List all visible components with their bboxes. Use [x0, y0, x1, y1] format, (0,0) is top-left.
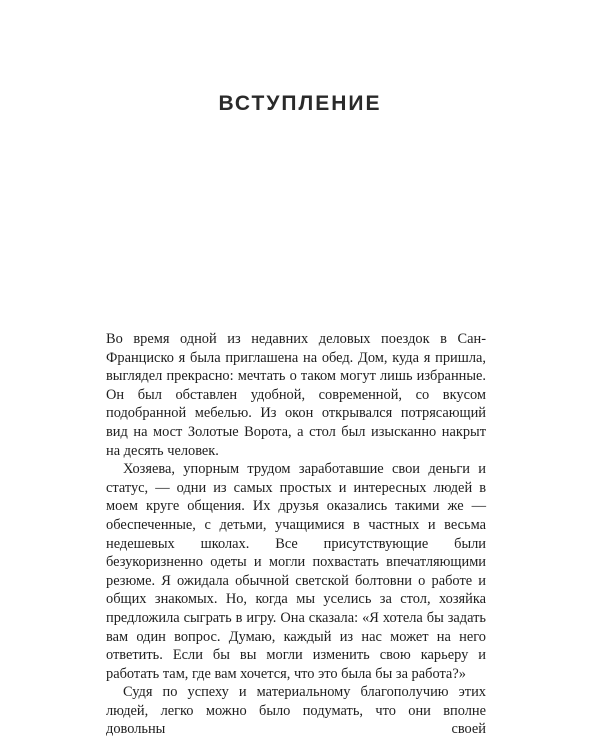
- chapter-title: ВСТУПЛЕНИЕ: [218, 92, 382, 115]
- paragraph-1: Во время одной из недавних деловых поездок в Сан-Франциско я была приглашена на обед. Дом, куда я пришла, выглядел прекрасно: мечтать о таком могут лишь избранные. Он был обставлен удобной, современной, со вкусом подобранной мебелью. Из окон открывался потрясающий вид на мост Золотые Ворота, а стол был изысканно накрыт на десять человек.: [106, 331, 486, 459]
- paragraph-2: Хозяева, упорным трудом заработавшие свои деньги и статус, — одни из самых простых и интересных людей в моем круге общения. Их друзья оказались такими же — обеспеченные, с детьми, учащимися в частных и весьма недешевых школах. Все присутствующие были безукоризненно одеты и могли похвастать впечатляющими резюме. Я ожидала обычной светской болтовни о работе и общих знакомых. Но, когда мы уселись за стол, хозяйка предложила сыграть в игру. Она сказала: «Я хотела бы задать вам один вопрос. Думаю, каждый из нас может на него ответить. Если бы вы могли изменить свою карьеру и работать там, где вам хочется, что это была бы за работа?»: [106, 461, 486, 682]
- body-text: [106, 330, 486, 739]
- paragraph-3: Судя по успеху и материальному благополучию этих людей, легко можно было подумать, что они вполне довольны своей: [106, 684, 486, 738]
